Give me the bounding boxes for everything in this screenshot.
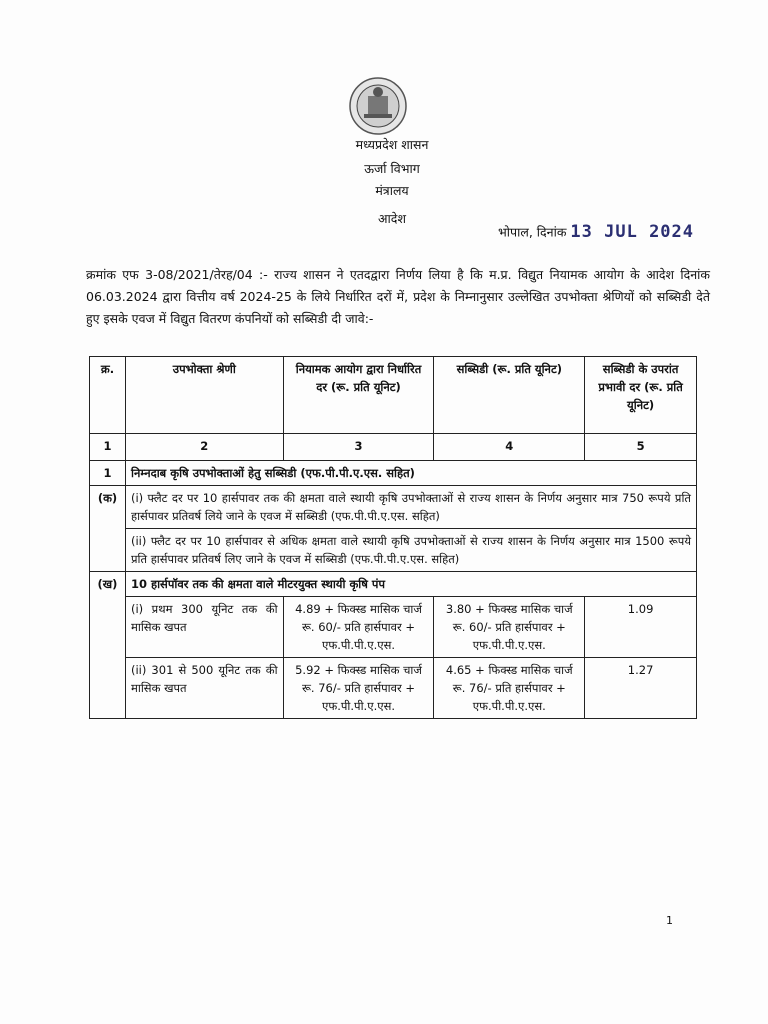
effective-rate: 1.09 (585, 597, 697, 658)
regulated-rate: 4.89 + फिक्स्ड मासिक चार्ज रू. 60/- प्रति हार्सपावर + एफ.पी.पी.ए.एस. (283, 597, 434, 658)
col-header-rate: नियामक आयोग द्वारा निर्धारित दर (रू. प्रति यूनिट) (283, 357, 434, 434)
subsection-title: 10 हार्सपॉवर तक की क्षमता वाले मीटरयुक्त स्थायी कृषि पंप (125, 572, 696, 597)
table-row (90, 486, 697, 529)
table-row (90, 658, 697, 719)
table-row (90, 461, 697, 486)
col-number: 5 (585, 434, 697, 461)
state-emblem-seal (344, 76, 412, 136)
col-number: 4 (434, 434, 585, 461)
order-intro-paragraph: क्रमांक एफ 3-08/2021/तेरह/04 :- राज्य शासन ने एतदद्वारा निर्णय लिया है कि म.प्र. विद्युत नियामक आयोग के आदेश दिनांक 06.03.2024 द्वारा वित्तीय वर्ष 2024-25 के लिये निर्धारित दरों में, प्रदेश के निम्नानुसार उल्लेखित उपभोक्ता श्रेणियों को सब्सिडी देते हुए इसके एवज में विद्युत वितरण कंपनियों को सब्सिडी दी जावे:- (86, 267, 710, 326)
header-ministry: मंत्रालय (375, 183, 409, 198)
subsection-number: (क) (90, 486, 126, 572)
effective-rate: 1.27 (585, 658, 697, 719)
consumption-slab: (i) प्रथम 300 यूनिट तक की मासिक खपत (125, 597, 283, 658)
header-government: मध्यप्रदेश शासन (355, 137, 429, 152)
date-label: भोपाल, दिनांक (498, 224, 567, 240)
header-department: ऊर्जा विभाग (364, 161, 420, 176)
flat-rate-upto-10hp: (i) फ्लैट दर पर 10 हार्सपावर तक की क्षमता वाले स्थायी कृषि उपभोक्ताओं से राज्य शासन के निर्णय अनुसार मात्र 750 रूपये प्रति हार्सपावर प्रतिवर्ष लिये जाने के एवज में सब्सिडी (एफ.पी.पी.ए.एस. सहित) (125, 486, 696, 529)
col-number: 2 (125, 434, 283, 461)
page-number: 1 (666, 914, 673, 927)
col-header-subsidy: सब्सिडी (रू. प्रति यूनिट) (434, 357, 585, 434)
table-row (90, 529, 697, 572)
consumption-slab: (ii) 301 से 500 यूनिट तक की मासिक खपत (125, 658, 283, 719)
subsidy-amount: 4.65 + फिक्स्ड मासिक चार्ज रू. 76/- प्रति हार्सपावर + एफ.पी.पी.ए.एस. (434, 658, 585, 719)
subsidy-table (89, 356, 697, 719)
section-title: निम्नदाब कृषि उपभोक्ताओं हेतु सब्सिडी (एफ.पी.पी.ए.एस. सहित) (125, 461, 696, 486)
subsection-number: (ख) (90, 572, 126, 719)
col-header-category: उपभोक्ता श्रेणी (125, 357, 283, 434)
regulated-rate: 5.92 + फिक्स्ड मासिक चार्ज रू. 76/- प्रति हार्सपावर + एफ.पी.पी.ए.एस. (283, 658, 434, 719)
flat-rate-above-10hp: (ii) फ्लैट दर पर 10 हार्सपावर से अधिक क्षमता वाले स्थायी कृषि उपभोक्ताओं से राज्य शासन के निर्णय अनुसार मात्र 1500 रूपये प्रति हार्सपावर प्रतिवर्ष लिए जाने के एवज में सब्सिडी (एफ.पी.पी.ए.एस. सहित) (125, 529, 696, 572)
section-number: 1 (90, 461, 126, 486)
subsidy-amount: 3.80 + फिक्स्ड मासिक चार्ज रू. 60/- प्रति हार्सपावर + एफ.पी.पी.ए.एस. (434, 597, 585, 658)
col-header-serial: क्र. (90, 357, 126, 434)
col-number: 3 (283, 434, 434, 461)
table-row (90, 597, 697, 658)
table-header-row (90, 357, 697, 434)
col-number: 1 (90, 434, 126, 461)
date-stamp: 13 JUL 2024 (570, 222, 695, 242)
table-number-row (90, 434, 697, 461)
col-header-effective-rate: सब्सिडी के उपरांत प्रभावी दर (रू. प्रति यूनिट) (585, 357, 697, 434)
header-order: आदेश (378, 211, 406, 226)
table-row (90, 572, 697, 597)
dateline (498, 222, 694, 242)
